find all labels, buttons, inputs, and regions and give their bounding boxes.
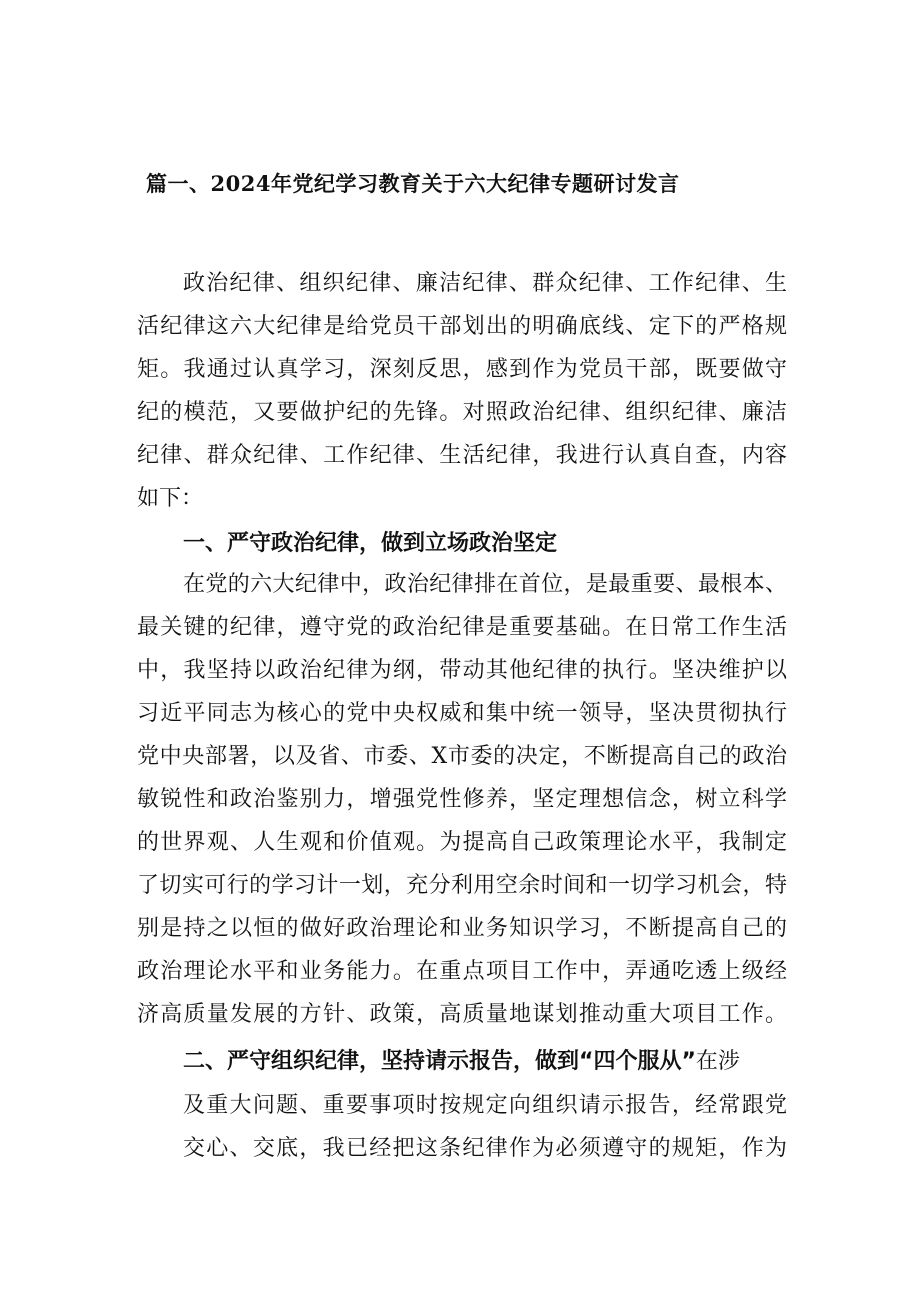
section2-line: 交心、交底，我已经把这条纪律作为必须遵守的规矩，作为 [183,1136,787,1161]
intro-line: 矩。我通过认真学习，深刻反思，感到作为党员干部，既要做守 [137,357,787,382]
section1-line: 了切实可行的学习计一划，充分利用空余时间和一切学习机会，特 [137,873,787,898]
section2-heading-text: 二、严守组织纪律，坚持请示报告，做到“四个服从” [183,1049,696,1074]
section1-line: 中，我坚持以政治纪律为纲，带动其他纪律的执行。坚决维护以 [137,658,787,683]
document-title: 篇一、2024年党纪学习教育关于六大纪律专题研讨发言 [146,171,680,196]
section1-line: 党中央部署，以及省、市委、X市委的决定，不断提高自己的政治 [137,744,787,769]
intro-line: 政治纪律、组织纪律、廉洁纪律、群众纪律、工作纪律、生 [183,271,787,296]
intro-line: 纪律、群众纪律、工作纪律、生活纪律，我进行认真自查，内容 [137,443,787,468]
section2-heading-tail: 在涉 [695,1049,740,1074]
section1-line: 的世界观、人生观和价值观。为提高自己政策理论水平，我制定 [137,830,787,855]
section2-line: 及重大问题、重要事项时按规定向组织请示报告，经常跟党 [183,1093,787,1118]
section1-line: 习近平同志为核心的党中央权威和集中统一领导，坚决贯彻执行 [137,701,787,726]
section1-line: 在党的六大纪律中，政治纪律排在首位，是最重要、最根本、 [183,572,787,597]
intro-line: 纪的模范，又要做护纪的先锋。对照政治纪律、组织纪律、廉洁 [137,400,787,425]
intro-line: 如下： [137,486,204,511]
section1-line: 敏锐性和政治鉴别力，增强党性修养，坚定理想信念，树立科学 [137,787,787,812]
intro-line: 活纪律这六大纪律是给党员干部划出的明确底线、定下的严格规 [137,314,787,339]
section1-line: 政治理论水平和业务能力。在重点项目工作中，弄通吃透上级经 [137,959,787,984]
section1-line: 别是持之以恒的做好政治理论和业务知识学习，不断提高自己的 [137,916,787,941]
section1-line: 济高质量发展的方针、政策，高质量地谋划推动重大项目工作。 [137,1002,787,1027]
section1-line: 最关键的纪律，遵守党的政治纪律是重要基础。在日常工作生活 [137,615,787,640]
section2-heading [183,1046,740,1078]
section1-heading: 一、严守政治纪律，做到立场政治坚定 [183,531,558,556]
